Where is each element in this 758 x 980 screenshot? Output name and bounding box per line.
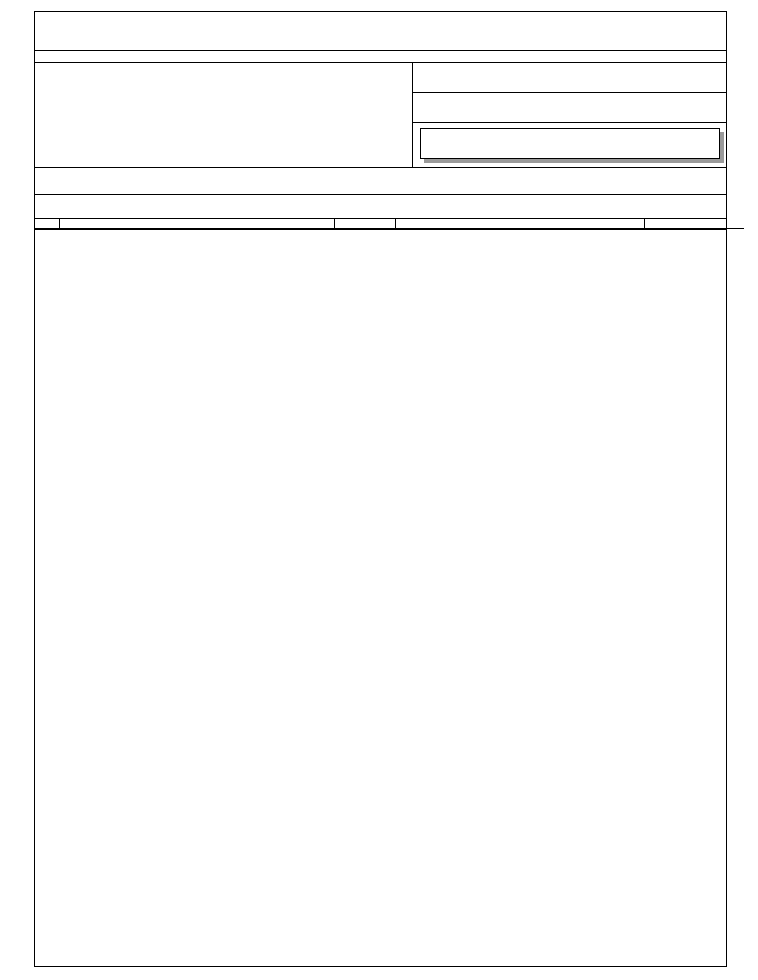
thanks-note <box>35 195 726 219</box>
terms-section <box>35 230 726 453</box>
header-offer <box>396 219 645 229</box>
recipient-and-offer-section <box>35 63 726 168</box>
company-address-block <box>35 51 726 63</box>
table-header-row <box>35 219 744 229</box>
header-description <box>60 219 335 229</box>
company-title-bar <box>35 12 726 51</box>
header-sr <box>35 219 60 229</box>
items-table <box>35 219 744 229</box>
recipient-box[interactable] <box>35 63 413 167</box>
document-border <box>34 11 727 967</box>
quotation-box <box>420 128 720 159</box>
header-price <box>645 219 745 229</box>
document-type-banner <box>413 123 726 166</box>
items-table-wrapper <box>35 219 726 230</box>
offer-no-row <box>413 63 726 93</box>
offer-details-box <box>413 63 726 167</box>
offer-date-row <box>413 93 726 123</box>
header-qty <box>335 219 396 229</box>
enquiry-info-strip <box>35 168 726 195</box>
